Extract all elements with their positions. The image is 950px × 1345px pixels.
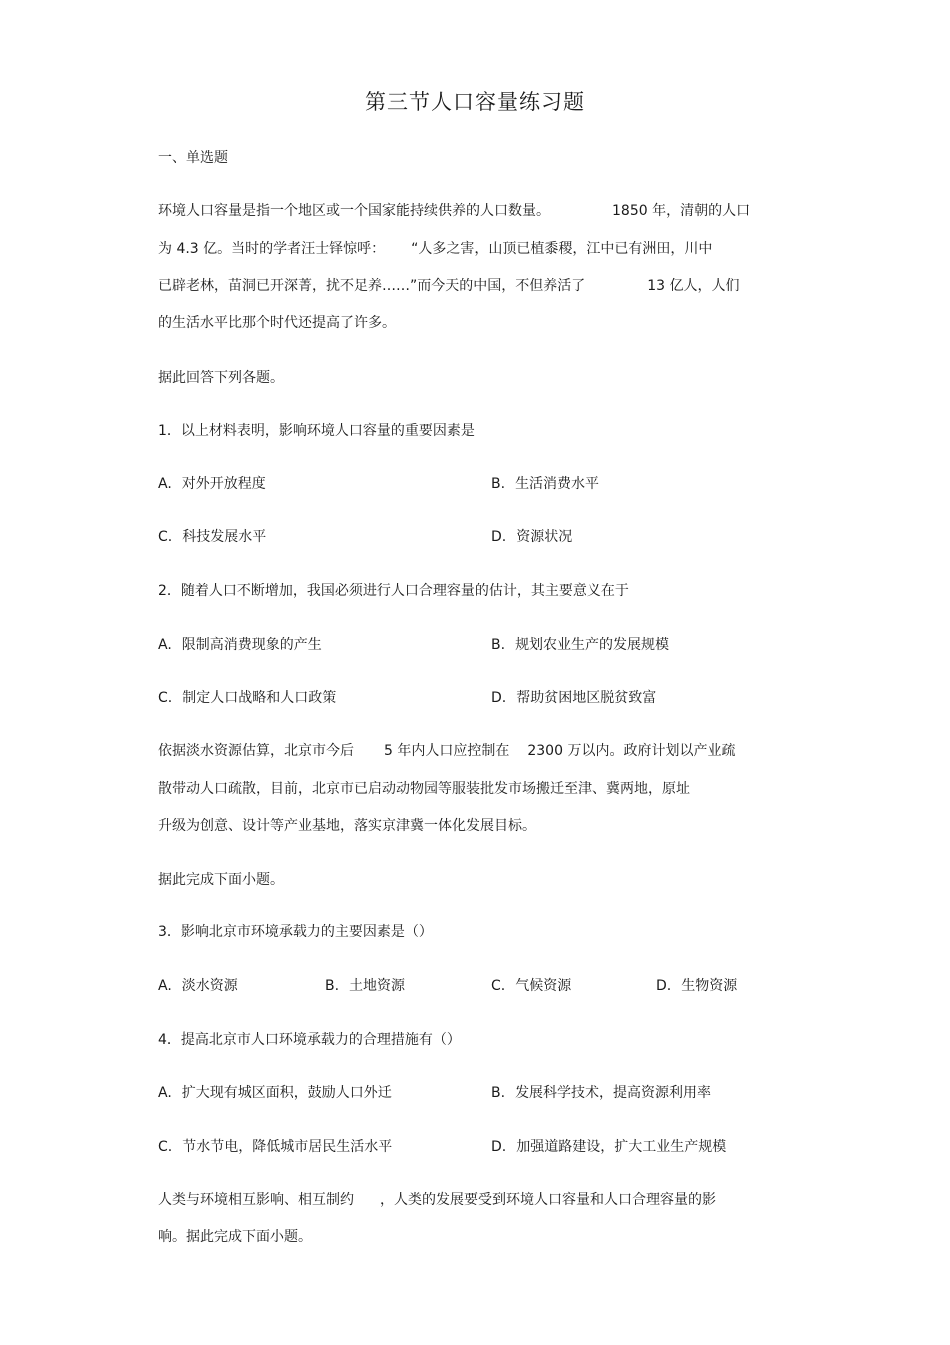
option-text: 扩大现有城区面积，鼓励人口外迁 <box>181 1085 392 1101</box>
passage-line: 的生活水平比那个时代还提高了许多。 <box>158 315 396 331</box>
option-text: 对外开放程度 <box>181 476 266 492</box>
option-text: 土地资源 <box>349 978 406 994</box>
passage-text: 人类与环境相互影响、相互制约 <box>158 1192 354 1208</box>
option-text: 发展科学技术，提高资源利用率 <box>515 1085 712 1101</box>
passage-text: ，人类的发展要受到环境人口容量和人口合理容量的影 <box>380 1192 716 1208</box>
option-text: 限制高消费现象的产生 <box>181 637 322 653</box>
instruction-text: 据此完成下面小题。 <box>158 872 284 888</box>
question-1-stem: 1．以上材料表明，影响环境人口容量的重要因素是 <box>158 423 475 439</box>
option-text: 节水节电，降低城市居民生活水平 <box>182 1139 393 1155</box>
page-title: 第三节人口容量练习题 <box>365 90 585 114</box>
question-1-option-a[interactable] <box>158 475 266 493</box>
passage-text: 为 4.3 亿。当时的学者汪士铎惊呼： <box>158 241 386 257</box>
question-3-option-b[interactable] <box>325 977 405 995</box>
question-4-option-c[interactable] <box>158 1138 392 1156</box>
option-letter: A. <box>158 1085 172 1101</box>
passage-text: 1850 年，清朝的人口 <box>612 203 751 219</box>
option-letter: B. <box>491 476 506 492</box>
question-2-option-a[interactable] <box>158 636 322 654</box>
question-3-stem: 3．影响北京市环境承载力的主要因素是（） <box>158 924 433 940</box>
passage-text: 5 年内人口应控制在 <box>384 743 510 759</box>
option-letter: A. <box>158 637 172 653</box>
passage-line: 响。据此完成下面小题。 <box>158 1229 312 1245</box>
passage-text: “人多之害，山顶已植黍稷，江中已有洲田，川中 <box>411 241 713 257</box>
option-letter: D. <box>491 529 507 545</box>
passage-line <box>158 240 712 258</box>
option-text: 加强道路建设，扩大工业生产规模 <box>516 1139 727 1155</box>
question-2-stem: 2．随着人口不断增加，我国必须进行人口合理容量的估计，其主要意义在于 <box>158 583 629 599</box>
option-text: 生活消费水平 <box>515 476 600 492</box>
passage-line <box>158 1191 716 1209</box>
question-1-option-c[interactable] <box>158 528 266 546</box>
option-letter: C. <box>491 978 506 994</box>
option-letter: C. <box>158 1139 173 1155</box>
question-4-option-d[interactable] <box>491 1138 726 1156</box>
option-letter: B. <box>325 978 340 994</box>
option-letter: C. <box>158 690 173 706</box>
option-letter: A. <box>158 476 172 492</box>
option-letter: C. <box>158 529 173 545</box>
option-letter: D. <box>656 978 672 994</box>
passage-line: 升级为创意、设计等产业基地，落实京津冀一体化发展目标。 <box>158 818 536 834</box>
question-3-option-c[interactable] <box>491 977 571 995</box>
option-text: 气候资源 <box>515 978 572 994</box>
option-text: 淡水资源 <box>181 978 238 994</box>
passage-line <box>158 277 740 295</box>
option-text: 帮助贫困地区脱贫致富 <box>516 690 657 706</box>
option-letter: B. <box>491 637 506 653</box>
passage-text: 依据淡水资源估算，北京市今后 <box>158 743 354 759</box>
option-text: 资源状况 <box>516 529 573 545</box>
question-4-stem: 4．提高北京市人口环境承载力的合理措施有（） <box>158 1032 461 1048</box>
passage-line <box>158 202 750 220</box>
option-text: 规划农业生产的发展规模 <box>515 637 670 653</box>
passage-text: 已辟老林，苗洞已开深菁，扰不足养……”而今天的中国，不但养活了 <box>158 278 586 294</box>
instruction-text: 据此回答下列各题。 <box>158 370 284 386</box>
question-2-option-d[interactable] <box>491 689 656 707</box>
option-letter: B. <box>491 1085 506 1101</box>
passage-text: 环境人口容量是指一个地区或一个国家能持续供养的人口数量。 <box>158 203 550 219</box>
passage-text: 13 亿人，人们 <box>647 278 740 294</box>
question-2-option-b[interactable] <box>491 636 669 654</box>
option-text: 生物资源 <box>681 978 738 994</box>
question-4-option-b[interactable] <box>491 1084 711 1102</box>
passage-text: 2300 万以内。政府计划以产业疏 <box>527 743 736 759</box>
passage-line: 散带动人口疏散，目前，北京市已启动动物园等服装批发市场搬迁至津、冀两地，原址 <box>158 781 690 797</box>
question-3-option-a[interactable] <box>158 977 238 995</box>
option-letter: D. <box>491 1139 507 1155</box>
option-letter: A. <box>158 978 172 994</box>
section-heading: 一、单选题 <box>158 150 228 166</box>
option-text: 制定人口战略和人口政策 <box>182 690 337 706</box>
question-1-option-b[interactable] <box>491 475 599 493</box>
question-4-option-a[interactable] <box>158 1084 392 1102</box>
question-3-option-d[interactable] <box>656 977 737 995</box>
question-1-option-d[interactable] <box>491 528 572 546</box>
option-letter: D. <box>491 690 507 706</box>
passage-line <box>158 742 735 760</box>
question-2-option-c[interactable] <box>158 689 336 707</box>
option-text: 科技发展水平 <box>182 529 267 545</box>
